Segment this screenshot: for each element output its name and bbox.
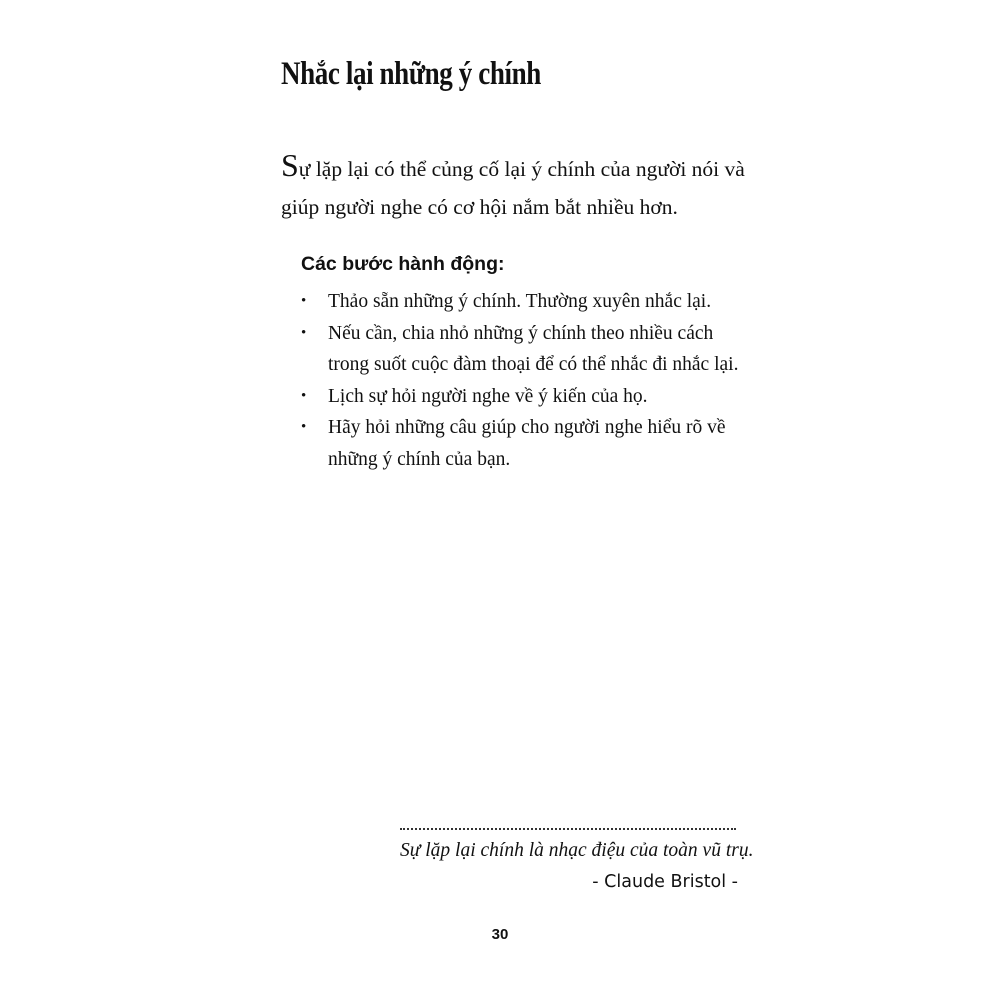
page-number: 30 bbox=[491, 926, 509, 943]
list-item bbox=[301, 318, 751, 381]
intro-text: ự lặp lại có thể củng cố lại ý chính của người nói và giúp người nghe có cơ hội nắm bắt nhiều hơn. bbox=[281, 157, 745, 219]
list-item-text: Hãy hỏi những câu giúp cho người nghe hiểu rõ về những ý chính của bạn. bbox=[328, 417, 726, 470]
bullet-icon: • bbox=[301, 293, 307, 309]
quote-divider bbox=[400, 828, 736, 830]
bullet-icon: • bbox=[301, 419, 307, 435]
bullet-icon: • bbox=[301, 387, 307, 404]
list-item bbox=[301, 286, 751, 318]
list-item-text: Nếu cần, chia nhỏ những ý chính theo nhiều cách trong suốt cuộc đàm thoại để có thể nhắc đi nhắc lại. bbox=[328, 322, 739, 375]
steps-heading: Các bước hành động: bbox=[301, 253, 505, 275]
intro-dropcap: S bbox=[281, 147, 299, 183]
quote-author: - Claude Bristol - bbox=[592, 872, 738, 892]
list-item bbox=[301, 381, 751, 413]
steps-list bbox=[301, 286, 751, 475]
bullet-icon: • bbox=[301, 324, 307, 341]
page-title: Nhắc lại những ý chính bbox=[281, 56, 541, 92]
intro-paragraph bbox=[281, 147, 751, 226]
list-item-text: Thảo sẵn những ý chính. Thường xuyên nhắc lại. bbox=[328, 291, 712, 312]
list-item bbox=[301, 412, 751, 475]
quote-text: Sự lặp lại chính là nhạc điệu của toàn vũ trụ. bbox=[400, 840, 754, 861]
list-item-text: Lịch sự hỏi người nghe về ý kiến của họ. bbox=[328, 385, 648, 407]
